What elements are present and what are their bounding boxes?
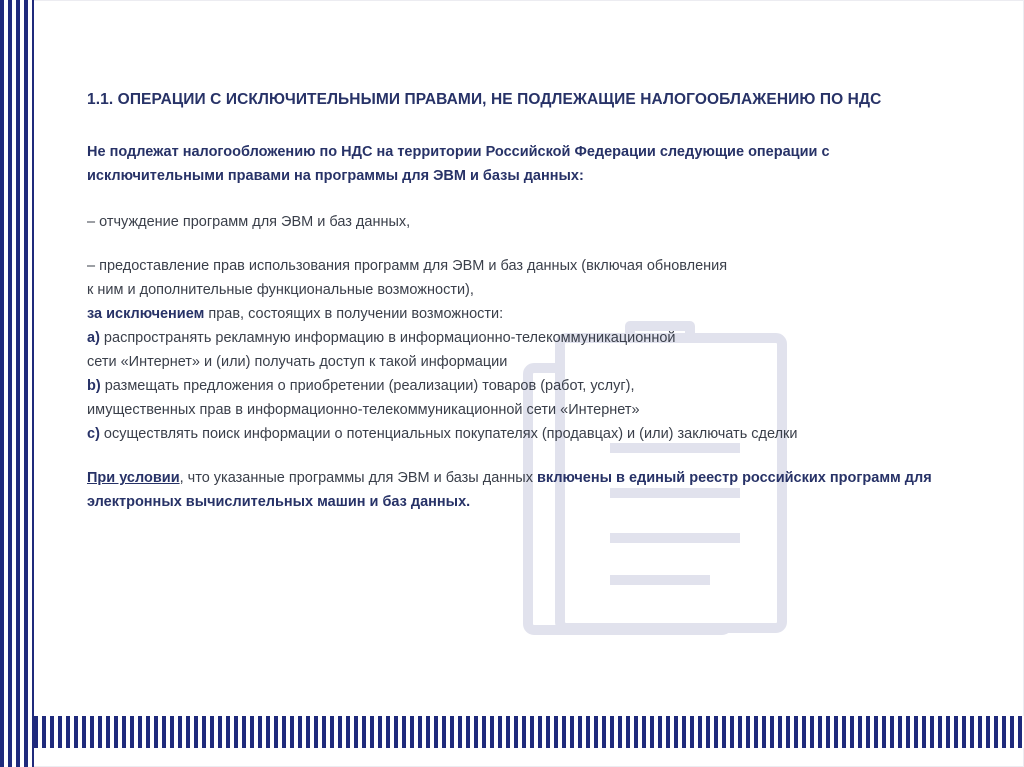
- list-item-usage-rights: [87, 254, 947, 446]
- subitem-a-label: а): [87, 330, 100, 346]
- subitem-b-text: размещать предложения о приобретении (реализации) товаров (работ, услуг),: [100, 378, 635, 394]
- subitem-a: [87, 326, 947, 350]
- slide-heading: 1.1. ОПЕРАЦИИ С ИСКЛЮЧИТЕЛЬНЫМИ ПРАВАМИ, НЕ ПОДЛЕЖАЩИЕ НАЛОГООБЛАЖЕНИЮ ПО НДС: [87, 91, 882, 108]
- intro-paragraph: Не подлежат налогообложению по НДС на территории Российской Федерации следующие операции с исключительными правами на программы для ЭВМ и базы данных:: [87, 144, 830, 184]
- subitem-c-label: с): [87, 426, 100, 442]
- subitem-b: [87, 374, 947, 398]
- text-line: – предоставление прав использования программ для ЭВМ и баз данных (включая обновления: [87, 258, 728, 274]
- exception-text: прав, состоящих в получении возможности:: [204, 306, 504, 322]
- condition-paragraph: [87, 466, 947, 514]
- left-stripe-decoration: [0, 0, 34, 767]
- slide-content: [87, 88, 947, 514]
- text-line: к ним и дополнительные функциональные возможности),: [87, 282, 474, 298]
- bottom-stripe-decoration: [34, 716, 1024, 748]
- exception-label: за исключением: [87, 306, 205, 322]
- condition-label: При условии: [87, 470, 180, 486]
- list-item-alienation: – отчуждение программ для ЭВМ и баз данных,: [87, 214, 411, 230]
- exception-line: [87, 302, 947, 326]
- condition-bold-text: включены в единый реестр российских программ для электронных вычислительных машин и баз данных.: [87, 470, 932, 510]
- subitem-c: [87, 422, 947, 446]
- subitem-c-text: осуществлять поиск информации о потенциальных покупателях (продавцах) и (или) заключать сделки: [99, 426, 798, 442]
- subitem-a-text: распространять рекламную информацию в информационно-телекоммуникационной: [99, 330, 676, 346]
- subitem-a-continued: сети «Интернет» и (или) получать доступ к такой информации: [87, 354, 508, 370]
- subitem-b-label: b): [87, 378, 101, 394]
- subitem-b-continued: имущественных прав в информационно-телекоммуникационной сети «Интернет»: [87, 402, 640, 418]
- condition-text: , что указанные программы для ЭВМ и базы данных: [179, 470, 537, 486]
